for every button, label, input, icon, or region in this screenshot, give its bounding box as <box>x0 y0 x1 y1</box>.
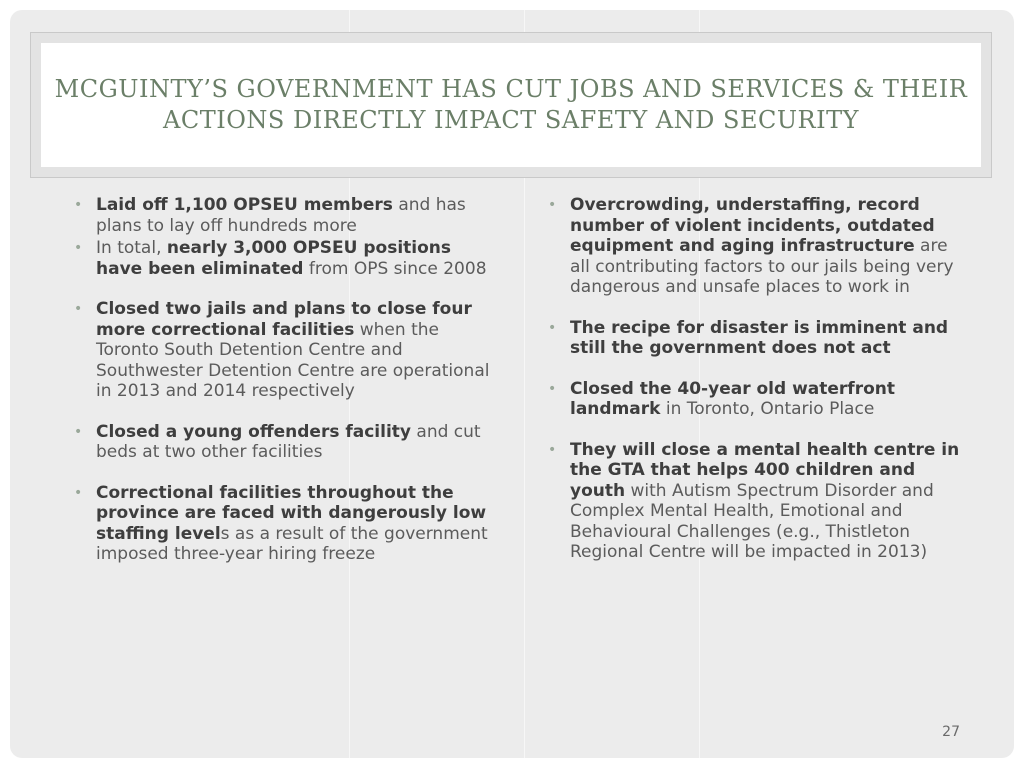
bullet-bold-text: They will close a mental health centre in the GTA that helps 400 children and youth <box>570 439 960 501</box>
bullet-bold-text: nearly 3,000 OPSEU positions have been eliminated <box>96 238 452 279</box>
bullet-icon: • <box>74 301 83 317</box>
right-bullet-list <box>548 195 968 563</box>
bullet-item-layoffs <box>74 195 494 236</box>
bullet-bold-text: Closed the 40-year old waterfront landmark <box>570 378 895 419</box>
bullet-icon: • <box>74 240 83 256</box>
bullet-item-young-offenders <box>74 422 494 463</box>
title-box <box>41 43 981 167</box>
bullet-text: s as a result of the government imposed three-year hiring freeze <box>96 523 488 564</box>
bullet-icon: • <box>548 380 557 397</box>
bullet-text: and cut beds at two other facilities <box>96 421 481 462</box>
bullet-text: and has plans to lay off hundreds more <box>96 195 466 236</box>
bullet-text: are all contributing factors to our jails being very dangerous and unsafe places to work in <box>570 236 954 297</box>
bullet-icon: • <box>74 197 83 213</box>
bullet-icon: • <box>74 423 83 440</box>
bullet-bold-text: Overcrowding, understaffing, record number of violent incidents, outdated equipment and aging infrastructure <box>570 195 935 256</box>
bullet-item-ontario-place <box>548 379 968 420</box>
bullet-text: from OPS since 2008 <box>303 258 487 279</box>
bullet-item-overcrowding <box>548 195 968 298</box>
title-frame <box>30 32 992 178</box>
bullet-bold-text: Laid off 1,100 OPSEU members <box>96 195 393 215</box>
bullet-item-mental-health-centre <box>548 440 968 563</box>
bullet-item-staffing-levels <box>74 483 494 565</box>
bullet-item-recipe-for-disaster <box>548 318 968 359</box>
bullet-item-jails-closed <box>74 299 494 402</box>
bullet-bold-text: Correctional facilities throughout the province are faced with dangerously low staffing level <box>96 482 487 544</box>
bullet-bold-text: Closed a young offenders facility <box>96 421 411 442</box>
page-number: 27 <box>942 724 960 740</box>
bullet-bold-text: Closed two jails and plans to close four more correctional facilities <box>96 299 472 340</box>
slide-title: MCGUINTY’S GOVERNMENT HAS CUT JOBS AND SERVICES & THEIR ACTIONS DIRECTLY IMPACT SAFETY AND SECURITY <box>54 75 968 134</box>
bullet-icon: • <box>548 319 557 336</box>
bullet-bold-text: The recipe for disaster is imminent and still the government does not act <box>570 317 949 358</box>
bullet-item-positions-eliminated <box>74 238 494 279</box>
bullet-icon: • <box>548 197 557 213</box>
bullet-text: in Toronto, Ontario Place <box>660 399 875 419</box>
bullet-text: when the Toronto South Detention Centre and Southwester Detention Centre are operational in 2013 and 2014 respectively <box>96 319 490 401</box>
bullet-icon: • <box>74 484 83 501</box>
bullet-icon: • <box>548 441 557 458</box>
bullet-text: with Autism Spectrum Disorder and Complex Mental Health, Emotional and Behavioural Challenges (e.g., Thistleton Regional Centre will be impacted in 2013) <box>570 480 934 562</box>
left-bullet-list <box>74 195 494 565</box>
bullet-prefix-text: In total, <box>96 238 167 258</box>
